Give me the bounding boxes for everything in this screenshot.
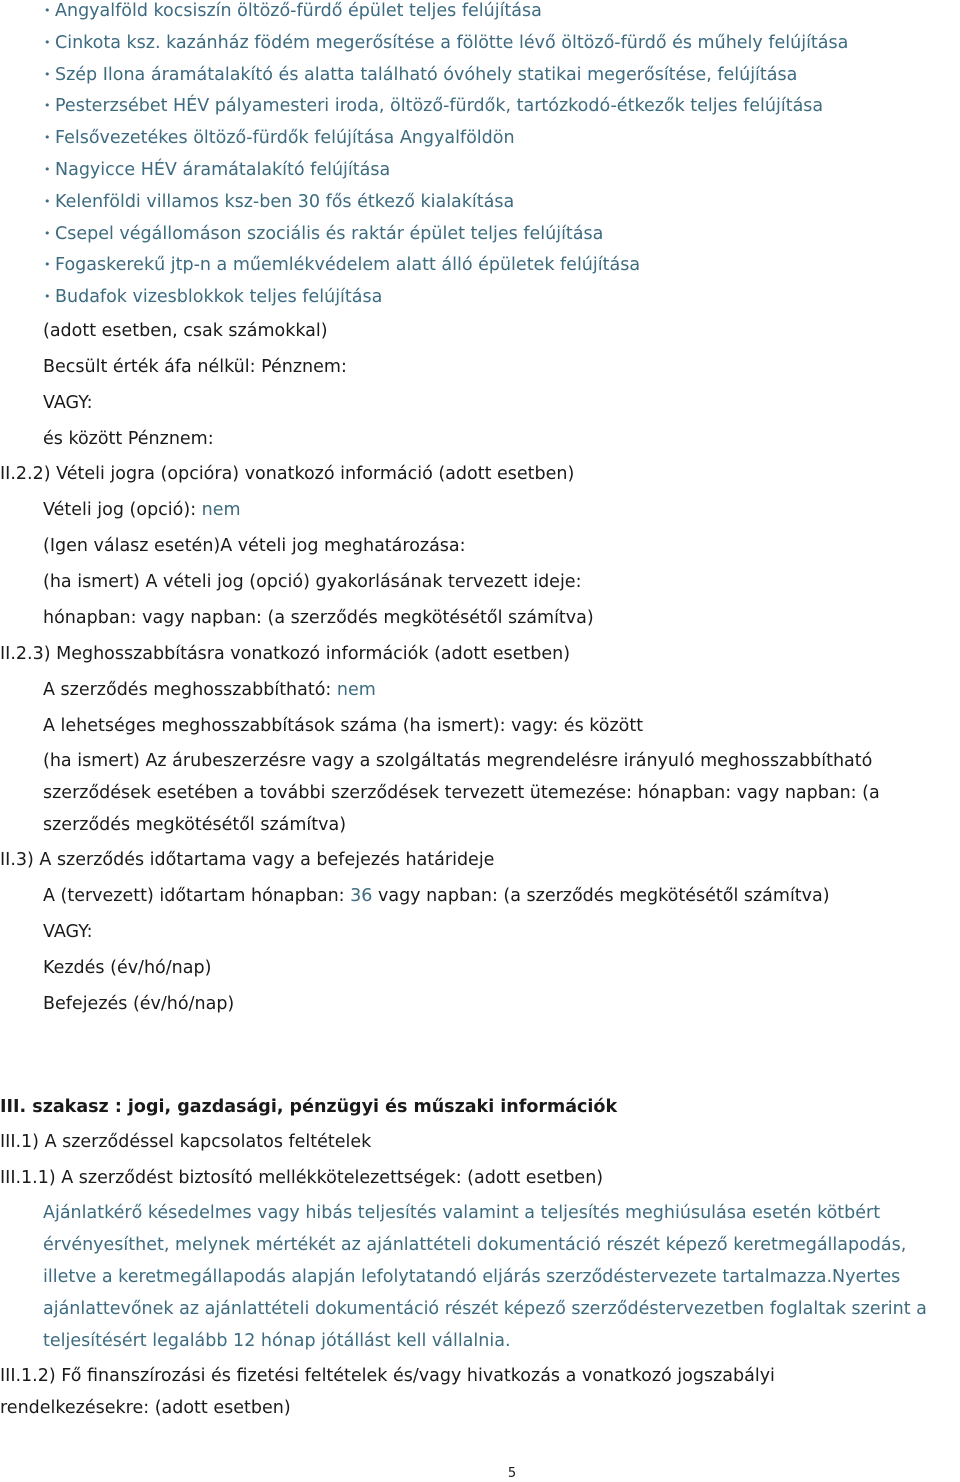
guarantees-text: Ajánlatkérő késedelmes vagy hibás teljesítés valamint a teljesítés meghiúsulása esetén kötbért érvényesíthet, melynek mértékét az ajánlattételi dokumentáció részét képező keretmegállapodás, illetve a keretmegállapodás alapján lefolytatandó eljárás szerződéstervezete tartalmazza.Nyertes ajánlattevőnek az ajánlattételi dokumentáció részét képező szerződéstervezetben foglaltak szerint a teljesítésért legalább 12 hónap jótállást kell vállalnia. xyxy=(43,1203,927,1351)
duration-end: Befejezés (év/hó/nap) xyxy=(43,994,235,1014)
option-schedule: (ha ismert) A vételi jog (opció) gyakorlásának tervezett ideje: xyxy=(43,572,582,592)
option-field: Vételi jog (opció): nem xyxy=(43,500,241,520)
duration-or: VAGY: xyxy=(43,922,93,942)
duration-months-value: 36 xyxy=(350,886,373,906)
bullet-icon: • xyxy=(44,226,51,240)
bullet-icon: • xyxy=(44,194,51,208)
bullet-icon: • xyxy=(44,162,51,176)
bullet-icon: • xyxy=(44,131,51,145)
renewal-field: A szerződés meghosszabbítható: nem xyxy=(43,680,376,700)
list-item: • Fogaskerekű jtp-n a műemlékvédelem alatt álló épületek felújítása xyxy=(44,249,954,281)
between-label: és között Pénznem: xyxy=(43,429,214,449)
section3-heading: III. szakasz : jogi, gazdasági, pénzügyi és műszaki információk xyxy=(0,1097,618,1117)
list-item: • Szép Ilona áramátalakító és alatta található óvóhely statikai megerősítése, felújítása xyxy=(44,59,954,91)
bullet-icon: • xyxy=(44,67,51,81)
list-item: • Cinkota ksz. kazánház födém megerősítése a fölötte lévő öltöző-fürdő és műhely felújítása xyxy=(44,27,954,59)
renewal-heading: II.2.3) Meghosszabbításra vonatkozó információk (adott esetben) xyxy=(0,644,571,664)
list-item: • Csepel végállomáson szociális és raktár épület teljes felújítása xyxy=(44,218,954,250)
list-item: • Kelenföldi villamos ksz-ben 30 fős étkező kialakítása xyxy=(44,186,954,218)
bullet-icon: • xyxy=(44,35,51,49)
financing-heading: III.1.2) Fő finanszírozási és fizetési feltételek és/vagy hivatkozás a vonatkozó jogszabályi rendelkezésekre: (adott esetben) xyxy=(0,1366,775,1418)
option-months-days: hónapban: vagy napban: (a szerződés megkötésétől számítva) xyxy=(43,608,594,628)
list-item: • Budafok vizesblokkok teljes felújítása xyxy=(44,281,954,313)
bullet-icon: • xyxy=(44,4,51,17)
page-number: 5 xyxy=(507,1466,517,1481)
bullet-icon: • xyxy=(44,99,51,113)
option-definition: (Igen válasz esetén)A vételi jog meghatározása: xyxy=(43,536,466,556)
bullet-icon: • xyxy=(44,258,51,272)
guarantees-heading: III.1.1) A szerződést biztosító mellékkötelezettségek: (adott esetben) xyxy=(0,1168,604,1188)
list-item: • Felsővezetékes öltöző-fürdők felújítása Angyalföldön xyxy=(44,122,954,154)
renewal-count: A lehetséges meghosszabbítások száma (ha ismert): vagy: és között xyxy=(43,716,644,736)
duration-planned: A (tervezett) időtartam hónapban: 36 vagy napban: (a szerződés megkötésétől számítva) xyxy=(43,886,830,906)
renewal-value: nem xyxy=(336,680,376,700)
or-label: VAGY: xyxy=(43,393,93,413)
list-item: • Angyalföld kocsiszín öltöző-fürdő épület teljes felújítása xyxy=(44,0,954,27)
duration-heading: II.3) A szerződés időtartama vagy a befejezés határideje xyxy=(0,850,495,870)
duration-start: Kezdés (év/hó/nap) xyxy=(43,958,212,978)
option-value: nem xyxy=(201,500,241,520)
estimated-value-label: Becsült érték áfa nélkül: Pénznem: xyxy=(43,357,347,377)
renewal-schedule: (ha ismert) Az árubeszerzésre vagy a szolgáltatás megrendelésre irányuló meghosszabbítható szerződések esetében a további szerződések tervezett ütemezése: hónapban: vagy napban: (a szerződés megkötésétől számítva) xyxy=(43,751,880,835)
numbers-only-note: (adott esetben, csak számokkal) xyxy=(43,321,328,341)
option-heading: II.2.2) Vételi jogra (opcióra) vonatkozó információ (adott esetben) xyxy=(0,464,575,484)
list-item: • Nagyicce HÉV áramátalakító felújítása xyxy=(44,154,954,186)
list-item: • Pesterzsébet HÉV pályamesteri iroda, öltöző-fürdők, tartózkodó-étkezők teljes felújítása xyxy=(44,90,954,122)
project-bullet-list xyxy=(44,0,954,313)
conditions-heading: III.1) A szerződéssel kapcsolatos feltételek xyxy=(0,1132,372,1152)
bullet-icon: • xyxy=(44,290,51,304)
